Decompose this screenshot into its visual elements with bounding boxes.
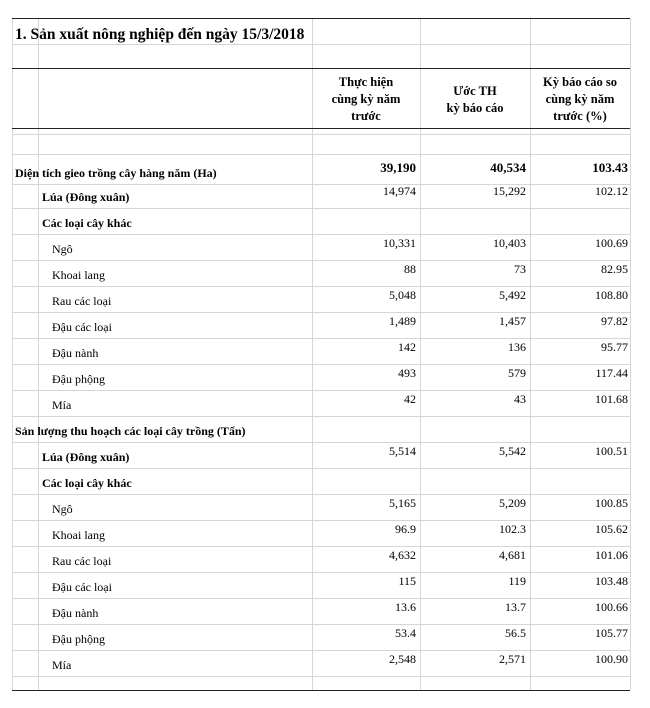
value-estimate: 5,209 (499, 496, 526, 510)
value-percent: 95.77 (601, 340, 628, 354)
value-estimate: 102.3 (499, 522, 526, 536)
value-prior-year: 493 (398, 366, 416, 380)
value-percent: 103.48 (595, 574, 628, 588)
value-percent: 101.68 (595, 392, 628, 406)
row-label: Lúa (Đông xuân) (42, 190, 130, 204)
grid-line (12, 572, 630, 573)
table-row (0, 496, 650, 522)
value-estimate: 10,403 (493, 236, 526, 250)
table-row (0, 652, 650, 678)
row-label: Các loại cây khác (42, 216, 132, 230)
grid-line (12, 416, 630, 417)
value-prior-year: 53.4 (395, 626, 416, 640)
row-label: Lúa (Đông xuân) (42, 450, 130, 464)
grid-line (12, 442, 630, 443)
table-bottom-rule (12, 690, 630, 691)
value-prior-year: 42 (404, 392, 416, 406)
row-label: Sản lượng thu hoạch các loại cây trồng (Tấn) (15, 424, 246, 438)
table-row (0, 210, 650, 236)
table-row (0, 184, 650, 210)
row-label: Khoai lang (52, 528, 105, 542)
row-label: Diện tích gieo trồng cây hàng năm (Ha) (15, 166, 217, 180)
value-prior-year: 13.6 (395, 600, 416, 614)
grid-line (12, 44, 630, 45)
table-row (0, 418, 650, 444)
value-estimate: 15,292 (493, 184, 526, 198)
row-label: Đậu phộng (52, 632, 105, 646)
table-row (0, 470, 650, 496)
value-prior-year: 2,548 (389, 652, 416, 666)
value-percent: 101.06 (595, 548, 628, 562)
value-percent: 100.51 (595, 444, 628, 458)
grid-line (12, 234, 630, 235)
value-percent: 105.77 (595, 626, 628, 640)
row-label: Rau các loại (52, 294, 112, 308)
value-percent: 102.12 (595, 184, 628, 198)
grid-line (12, 546, 630, 547)
table-row (0, 600, 650, 626)
grid-line (12, 208, 630, 209)
table-row (0, 160, 650, 186)
header-prior-year: Thực hiện cùng kỳ năm trước (331, 75, 401, 123)
grid-line (12, 390, 630, 391)
value-prior-year: 14,974 (383, 184, 416, 198)
header-percent: Kỳ báo cáo so cùng kỳ năm trước (%) (543, 75, 617, 123)
row-label: Mía (52, 658, 72, 672)
value-percent: 117.44 (595, 366, 628, 380)
grid-line (12, 650, 630, 651)
value-estimate: 136 (508, 340, 526, 354)
value-percent: 82.95 (601, 262, 628, 276)
table-row (0, 392, 650, 418)
header-estimate: Ước TH kỳ báo cáo (446, 84, 504, 115)
value-prior-year: 96.9 (395, 522, 416, 536)
table-row (0, 548, 650, 574)
row-label: Đậu các loại (52, 320, 112, 334)
value-estimate: 56.5 (505, 626, 526, 640)
value-estimate: 43 (514, 392, 526, 406)
value-estimate: 1,457 (499, 314, 526, 328)
value-prior-year: 5,048 (389, 288, 416, 302)
grid-line (12, 598, 630, 599)
value-estimate: 13.7 (505, 600, 526, 614)
value-estimate: 73 (514, 262, 526, 276)
value-prior-year: 115 (398, 574, 416, 588)
grid-line (12, 338, 630, 339)
grid-line (12, 134, 630, 135)
value-prior-year: 4,632 (389, 548, 416, 562)
value-estimate: 5,492 (499, 288, 526, 302)
grid-line (12, 676, 630, 677)
value-prior-year: 5,514 (389, 444, 416, 458)
top-rule (12, 18, 630, 19)
table-row (0, 236, 650, 262)
row-label: Ngô (52, 242, 73, 256)
value-percent: 108.80 (595, 288, 628, 302)
grid-line (12, 364, 630, 365)
table-row (0, 574, 650, 600)
header-bottom-rule (12, 128, 630, 129)
row-label: Đậu phộng (52, 372, 105, 386)
row-label: Các loại cây khác (42, 476, 132, 490)
row-label: Đậu nành (52, 606, 99, 620)
grid-line (12, 312, 630, 313)
table-row (0, 444, 650, 470)
row-label: Rau các loại (52, 554, 112, 568)
value-prior-year: 88 (404, 262, 416, 276)
value-prior-year: 142 (398, 340, 416, 354)
grid-line (12, 624, 630, 625)
grid-line (12, 260, 630, 261)
value-estimate: 2,571 (499, 652, 526, 666)
value-estimate: 579 (508, 366, 526, 380)
value-estimate: 5,542 (499, 444, 526, 458)
row-label: Khoai lang (52, 268, 105, 282)
table-row (0, 314, 650, 340)
value-prior-year: 5,165 (389, 496, 416, 510)
table-row (0, 626, 650, 652)
table-row (0, 340, 650, 366)
page-title: 1. Sản xuất nông nghiệp đến ngày 15/3/2018 (15, 26, 305, 43)
value-percent: 105.62 (595, 522, 628, 536)
value-estimate: 40,534 (490, 160, 526, 175)
row-label: Đậu nành (52, 346, 99, 360)
value-prior-year: 39,190 (380, 160, 416, 175)
header-top-rule (12, 68, 630, 69)
value-percent: 100.66 (595, 600, 628, 614)
value-prior-year: 1,489 (389, 314, 416, 328)
value-percent: 100.90 (595, 652, 628, 666)
grid-line (12, 520, 630, 521)
grid-line (12, 468, 630, 469)
grid-line (12, 494, 630, 495)
value-estimate: 4,681 (499, 548, 526, 562)
value-estimate: 119 (508, 574, 526, 588)
row-label: Đậu các loại (52, 580, 112, 594)
table-row (0, 262, 650, 288)
row-label: Mía (52, 398, 72, 412)
row-label: Ngô (52, 502, 73, 516)
table-row (0, 366, 650, 392)
grid-line (12, 154, 630, 155)
table-row (0, 522, 650, 548)
value-percent: 103.43 (592, 160, 628, 175)
value-percent: 100.69 (595, 236, 628, 250)
value-prior-year: 10,331 (383, 236, 416, 250)
value-percent: 97.82 (601, 314, 628, 328)
grid-line (12, 286, 630, 287)
value-percent: 100.85 (595, 496, 628, 510)
table-row (0, 288, 650, 314)
